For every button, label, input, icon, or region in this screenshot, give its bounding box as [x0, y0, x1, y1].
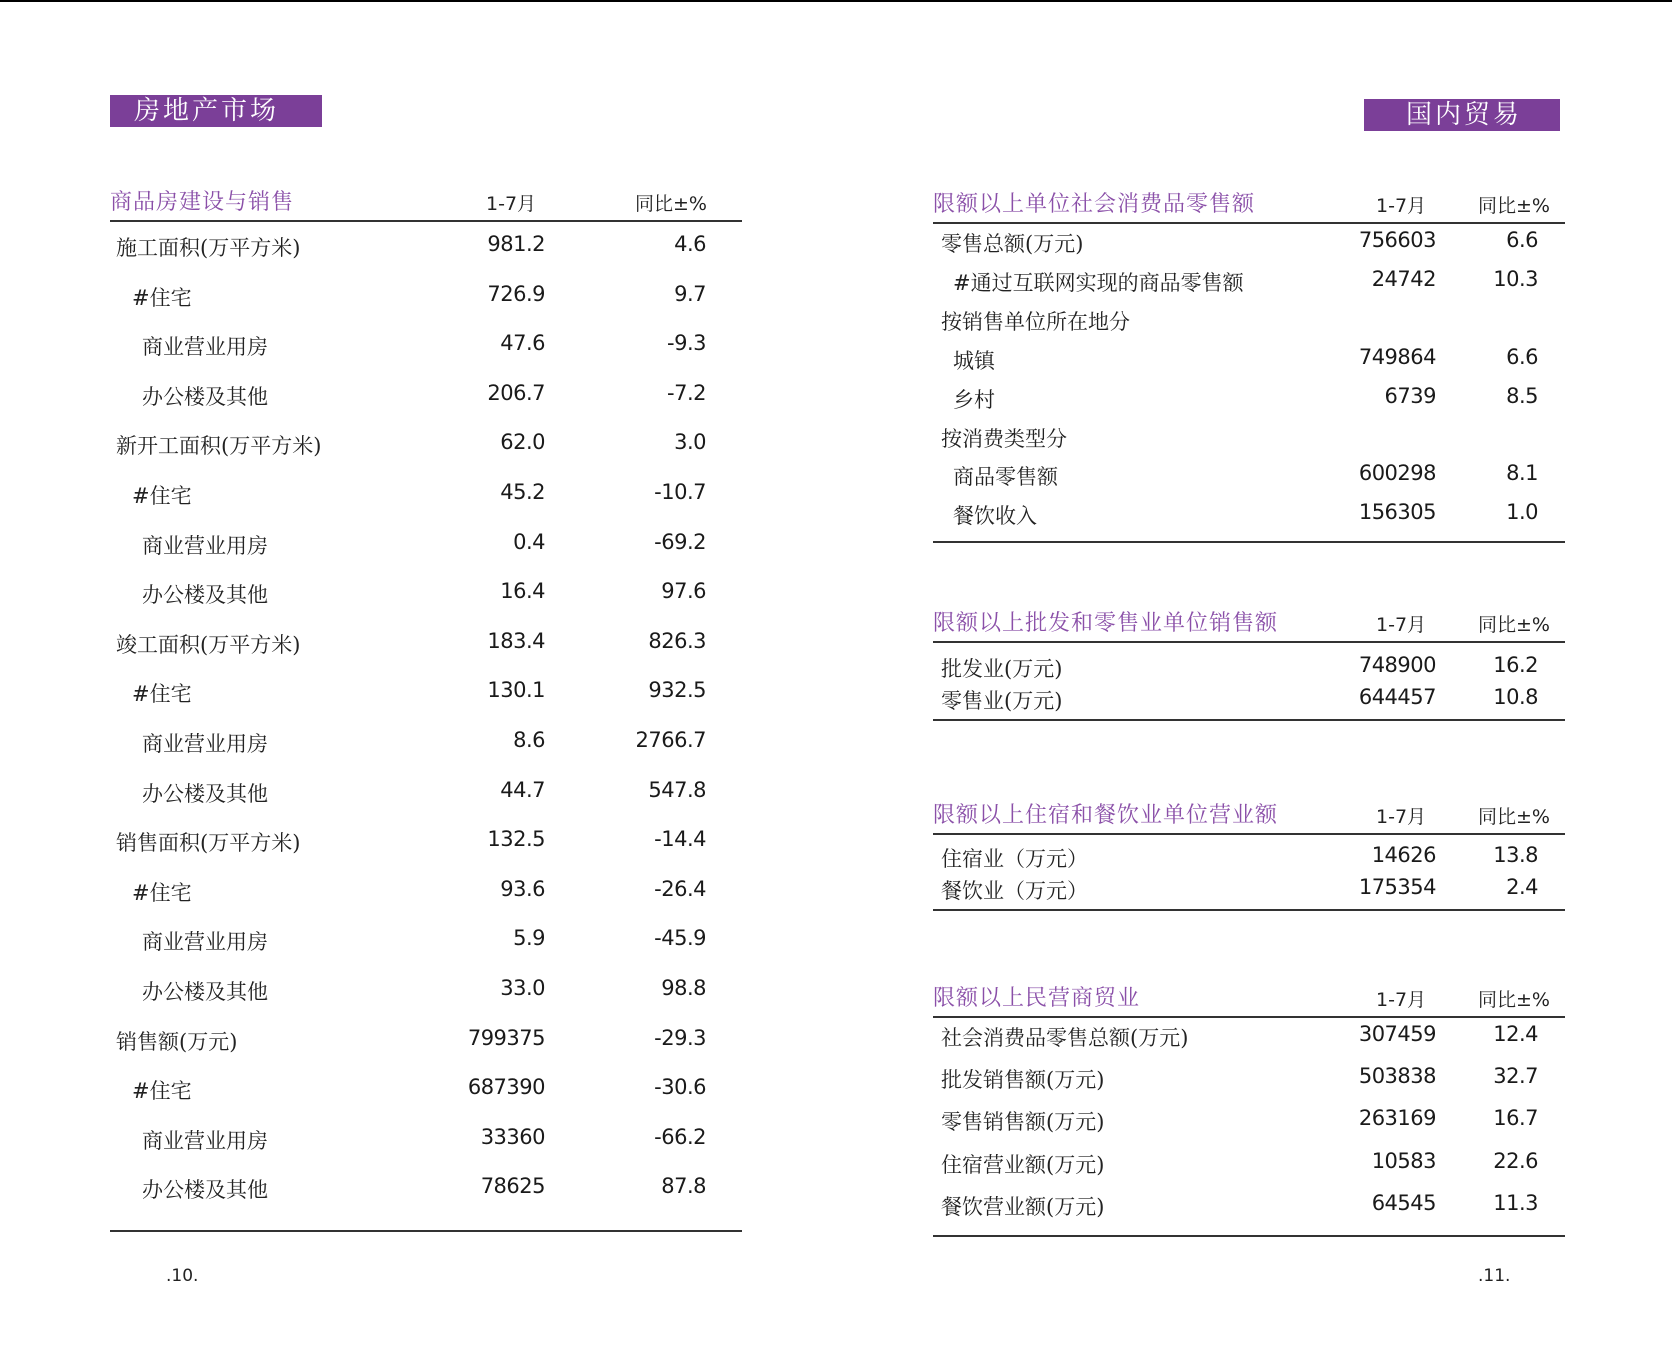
- column-header-yoy: 同比±%: [1478, 806, 1550, 828]
- table-row: [933, 423, 1565, 462]
- row-value: 5.9: [513, 926, 545, 951]
- row-value: 14626: [1371, 843, 1436, 867]
- row-value: 206.7: [487, 380, 545, 405]
- table-body: [933, 224, 1565, 541]
- row-label: 商品零售额: [953, 465, 1058, 490]
- row-yoy-change: 9.7: [674, 281, 706, 306]
- row-yoy-change: 10.8: [1493, 685, 1538, 709]
- row-value: 78625: [480, 1174, 545, 1199]
- row-label: 按销售单位所在地分: [941, 309, 1130, 334]
- row-value: 687390: [467, 1075, 545, 1100]
- row-yoy-change: 6.6: [1506, 344, 1538, 369]
- row-label: 商业营业用房: [142, 930, 268, 955]
- row-label: #住宅: [132, 682, 192, 707]
- table-row: [110, 1174, 742, 1224]
- table-title: 商品房建设与销售: [110, 190, 295, 215]
- table-bottom-rule: [933, 1235, 1565, 1237]
- table-row: [110, 629, 742, 679]
- row-yoy-change: -26.4: [654, 876, 706, 901]
- table-row: [933, 306, 1565, 345]
- row-yoy-change: 12.4: [1493, 1022, 1538, 1046]
- row-label: 零售业(万元): [941, 689, 1063, 713]
- row-label: 住宿业（万元）: [941, 847, 1088, 871]
- section-label-domestic-trade: 国内贸易: [1364, 99, 1560, 131]
- row-label: 零售总额(万元): [941, 232, 1084, 256]
- row-yoy-change: -29.3: [654, 1025, 706, 1050]
- real-estate-table: [110, 190, 742, 1232]
- row-yoy-change: 16.7: [1493, 1106, 1538, 1131]
- row-value: 64545: [1371, 1190, 1436, 1215]
- row-yoy-change: 2.4: [1506, 875, 1538, 899]
- row-label: 按消费类型分: [941, 426, 1067, 451]
- row-label: 商业营业用房: [142, 1128, 268, 1153]
- row-label: 新开工面积(万平方米): [116, 434, 322, 459]
- table-row: [933, 1022, 1565, 1064]
- table-row: [110, 331, 742, 381]
- table-row: [933, 875, 1565, 907]
- table-row: [933, 1191, 1565, 1233]
- row-value: 44.7: [500, 777, 545, 802]
- table-row: [933, 384, 1565, 423]
- row-label: 批发业(万元): [941, 657, 1063, 681]
- trade-table-1: [933, 192, 1565, 543]
- row-label: 施工面积(万平方米): [116, 236, 301, 260]
- row-value: 33360: [480, 1124, 545, 1149]
- row-label: #通过互联网实现的商品零售额: [953, 270, 1244, 295]
- row-yoy-change: 10.3: [1493, 266, 1538, 291]
- table-title: 限额以上单位社会消费品零售额: [933, 192, 1256, 217]
- row-yoy-change: -30.6: [654, 1075, 706, 1100]
- row-value: 749864: [1358, 344, 1436, 369]
- section-label-real-estate: 房地产市场: [110, 95, 322, 127]
- row-yoy-change: 3.0: [674, 430, 706, 455]
- row-value: 0.4: [513, 529, 545, 554]
- row-label: #住宅: [132, 880, 192, 905]
- table-body: [933, 1018, 1565, 1235]
- row-label: 乡村: [953, 387, 995, 412]
- row-yoy-change: 32.7: [1493, 1064, 1538, 1089]
- table-row: [110, 976, 742, 1026]
- row-label: #住宅: [132, 1079, 192, 1104]
- table-row: [933, 1106, 1565, 1148]
- table-row: [110, 728, 742, 778]
- column-header-period: 1-7月: [1376, 614, 1427, 636]
- row-value: 756603: [1358, 228, 1436, 252]
- column-header-period: 1-7月: [1376, 806, 1427, 828]
- row-yoy-change: 98.8: [661, 976, 706, 1000]
- column-header-yoy: 同比±%: [1478, 195, 1550, 217]
- column-header-period: 1-7月: [1376, 989, 1427, 1011]
- trade-table-2: [933, 611, 1565, 721]
- row-value: 981.2: [487, 232, 545, 256]
- table-row: [933, 500, 1565, 539]
- table-row: [110, 1125, 742, 1175]
- row-label: 批发销售额(万元): [941, 1068, 1105, 1093]
- row-label: 竣工面积(万平方米): [116, 632, 301, 657]
- table-row: [110, 579, 742, 629]
- row-yoy-change: -66.2: [654, 1124, 706, 1149]
- row-yoy-change: 547.8: [648, 777, 706, 802]
- row-label: 住宿营业额(万元): [941, 1152, 1105, 1177]
- table-bottom-rule: [933, 541, 1565, 543]
- row-value: 307459: [1358, 1022, 1436, 1046]
- row-value: 503838: [1358, 1064, 1436, 1089]
- table-header: [933, 611, 1565, 643]
- table-row: [933, 228, 1565, 267]
- row-value: 799375: [467, 1025, 545, 1050]
- row-label: 销售额(万元): [116, 1029, 238, 1054]
- table-row: [110, 678, 742, 728]
- row-yoy-change: 16.2: [1493, 653, 1538, 677]
- table-row: [110, 926, 742, 976]
- table-row: [933, 345, 1565, 384]
- row-label: 商业营业用房: [142, 533, 268, 558]
- row-label: 零售销售额(万元): [941, 1110, 1105, 1135]
- row-value: 183.4: [487, 628, 545, 653]
- table-row: [110, 877, 742, 927]
- row-value: 130.1: [487, 678, 545, 703]
- row-value: 16.4: [500, 579, 545, 604]
- table-bottom-rule: [110, 1230, 742, 1232]
- row-yoy-change: 87.8: [661, 1174, 706, 1199]
- row-yoy-change: -69.2: [654, 529, 706, 554]
- column-header-yoy: 同比±%: [1478, 614, 1550, 636]
- row-value: 6739: [1384, 383, 1436, 408]
- table-row: [110, 232, 742, 282]
- row-yoy-change: 8.1: [1506, 461, 1538, 486]
- row-yoy-change: 1.0: [1506, 500, 1538, 525]
- row-label: 餐饮营业额(万元): [941, 1194, 1105, 1219]
- row-label: 办公楼及其他: [142, 1178, 268, 1203]
- row-value: 600298: [1358, 461, 1436, 486]
- row-label: 商业营业用房: [142, 732, 268, 756]
- table-row: [110, 480, 742, 530]
- table-row: [933, 267, 1565, 306]
- row-label: 商业营业用房: [142, 335, 268, 360]
- table-row: [110, 1026, 742, 1076]
- row-yoy-change: 826.3: [648, 628, 706, 653]
- row-yoy-change: -7.2: [667, 380, 706, 405]
- table-header: [110, 190, 742, 222]
- row-value: 45.2: [500, 480, 545, 504]
- table-header: [933, 803, 1565, 835]
- table-row: [110, 282, 742, 332]
- row-label: 餐饮业（万元）: [941, 879, 1088, 903]
- column-header-period: 1-7月: [1376, 195, 1427, 217]
- row-value: 263169: [1358, 1106, 1436, 1131]
- page-number-left: .10.: [166, 1266, 199, 1286]
- row-yoy-change: 22.6: [1493, 1148, 1538, 1173]
- row-yoy-change: -14.4: [654, 827, 706, 852]
- page-number-right: .11.: [1478, 1266, 1511, 1286]
- row-value: 47.6: [500, 331, 545, 356]
- row-label: 餐饮收入: [953, 504, 1037, 529]
- row-yoy-change: 8.5: [1506, 383, 1538, 408]
- table-row: [933, 461, 1565, 500]
- row-yoy-change: -9.3: [667, 331, 706, 356]
- row-label: 办公楼及其他: [142, 781, 268, 806]
- column-header-period: 1-7月: [486, 193, 537, 215]
- row-value: 726.9: [487, 281, 545, 306]
- row-value: 10583: [1371, 1148, 1436, 1173]
- row-value: 62.0: [500, 430, 545, 455]
- row-label: #住宅: [132, 285, 192, 310]
- table-row: [933, 843, 1565, 875]
- table-title: 限额以上批发和零售业单位销售额: [933, 611, 1279, 636]
- row-value: 644457: [1358, 685, 1436, 709]
- table-title: 限额以上民营商贸业: [933, 986, 1141, 1011]
- table-bottom-rule: [933, 909, 1565, 911]
- row-value: 132.5: [487, 827, 545, 852]
- row-value: 8.6: [513, 728, 545, 752]
- table-row: [933, 685, 1565, 717]
- column-header-yoy: 同比±%: [635, 193, 707, 215]
- top-border-line: [0, 0, 1672, 2]
- table-row: [110, 1075, 742, 1125]
- table-row: [110, 827, 742, 877]
- row-value: 93.6: [500, 876, 545, 901]
- table-header: [933, 192, 1565, 224]
- row-label: #住宅: [132, 484, 192, 508]
- row-yoy-change: 4.6: [674, 232, 706, 256]
- row-value: 156305: [1358, 500, 1436, 525]
- row-yoy-change: 932.5: [648, 678, 706, 703]
- row-label: 办公楼及其他: [142, 384, 268, 409]
- row-yoy-change: 2766.7: [635, 728, 706, 752]
- row-yoy-change: 6.6: [1506, 228, 1538, 252]
- row-yoy-change: -45.9: [654, 926, 706, 951]
- trade-table-3: [933, 803, 1565, 911]
- table-title: 限额以上住宿和餐饮业单位营业额: [933, 803, 1279, 828]
- table-row: [933, 1064, 1565, 1106]
- row-yoy-change: 13.8: [1493, 843, 1538, 867]
- row-value: 748900: [1358, 653, 1436, 677]
- row-value: 24742: [1371, 266, 1436, 291]
- row-label: 销售面积(万平方米): [116, 831, 301, 856]
- row-label: 办公楼及其他: [142, 980, 268, 1004]
- table-row: [110, 381, 742, 431]
- row-value: 33.0: [500, 976, 545, 1000]
- table-row: [110, 430, 742, 480]
- table-body: [110, 222, 742, 1230]
- table-row: [110, 778, 742, 828]
- column-header-yoy: 同比±%: [1478, 989, 1550, 1011]
- row-yoy-change: 11.3: [1493, 1190, 1538, 1215]
- row-label: 办公楼及其他: [142, 583, 268, 608]
- table-header: [933, 986, 1565, 1018]
- table-row: [933, 1149, 1565, 1191]
- row-label: 城镇: [953, 348, 995, 373]
- row-label: 社会消费品零售总额(万元): [941, 1026, 1189, 1050]
- trade-table-4: [933, 986, 1565, 1237]
- table-body: [933, 643, 1565, 719]
- table-row: [933, 653, 1565, 685]
- table-row: [110, 530, 742, 580]
- row-value: 175354: [1358, 875, 1436, 899]
- row-yoy-change: -10.7: [654, 480, 706, 504]
- table-bottom-rule: [933, 719, 1565, 721]
- table-body: [933, 835, 1565, 909]
- row-yoy-change: 97.6: [661, 579, 706, 604]
